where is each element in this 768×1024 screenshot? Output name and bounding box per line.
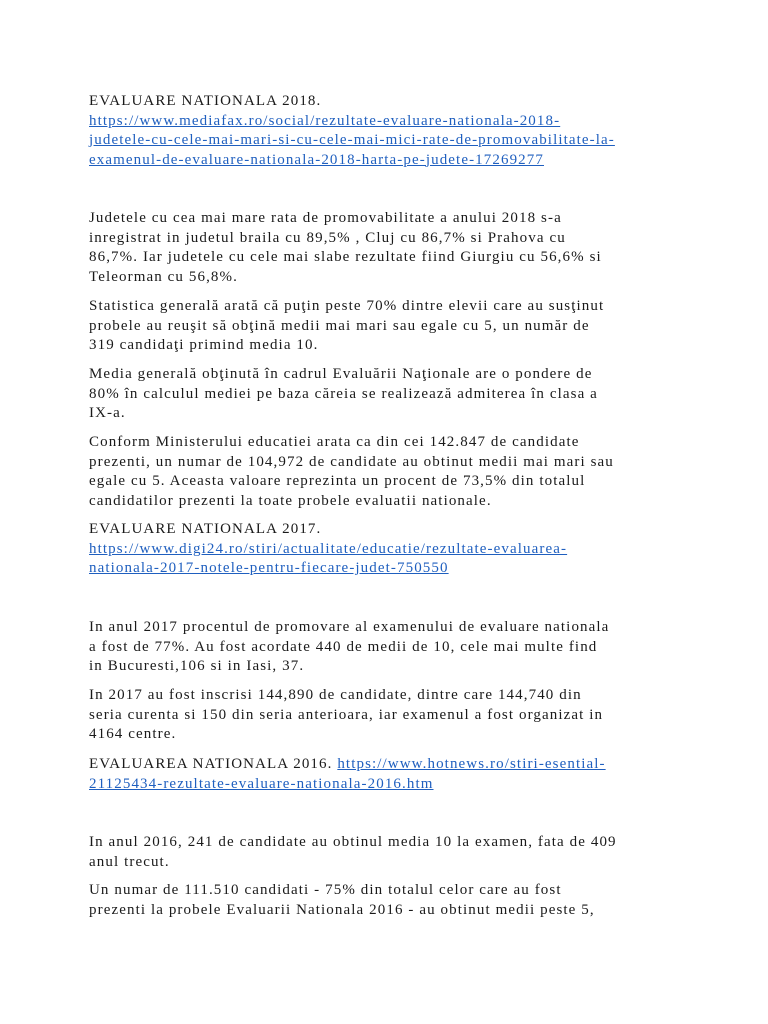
text-line xyxy=(89,881,689,901)
text-line xyxy=(89,209,689,229)
text-line xyxy=(89,901,689,921)
text-line xyxy=(89,853,689,873)
text-run: prezenti, un numar de 104,972 de candidate au obtinut medii mai mari sau xyxy=(89,453,614,470)
hyperlink[interactable]: examenul-de-evaluare-nationala-2018-harta-pe-judete-17269277 xyxy=(89,151,544,168)
text-run: probele au reuşit să obţină medii mai mari sau egale cu 5, un număr de xyxy=(89,317,590,334)
text-line xyxy=(89,365,689,385)
text-run: 80% în calculul mediei pe baza căreia se realizează admiterea în clasa a xyxy=(89,385,598,402)
text-line xyxy=(89,131,689,151)
text-line xyxy=(89,229,689,249)
text-line xyxy=(89,492,689,512)
text-run: 319 candidaţi primind media 10. xyxy=(89,337,319,353)
paragraph xyxy=(89,686,689,745)
text-line xyxy=(89,706,689,726)
text-run: egale cu 5. Aceasta valoare reprezinta un procent de 73,5% din totalul xyxy=(89,473,586,489)
text-run: Conform Ministerului educatiei arata ca din cei 142.847 de candidate xyxy=(89,434,580,450)
text-run: 86,7%. Iar judetele cu cele mai slabe rezultate fiind Giurgiu cu 56,6% si xyxy=(89,249,602,265)
text-line xyxy=(89,833,689,853)
text-line xyxy=(89,268,689,288)
text-line xyxy=(89,618,689,638)
text-line xyxy=(89,657,689,677)
paragraph xyxy=(89,618,689,677)
text-run: EVALUARE NATIONALA 2018. xyxy=(89,93,322,109)
text-line xyxy=(89,385,689,405)
text-line xyxy=(89,559,689,579)
paragraph xyxy=(89,92,689,170)
hyperlink[interactable]: https://www.digi24.ro/stiri/actualitate/educatie/rezultate-evaluarea- xyxy=(89,540,568,557)
text-line xyxy=(89,151,689,171)
hyperlink[interactable]: 21125434-rezultate-evaluare-nationala-2016.htm xyxy=(89,775,434,792)
hyperlink[interactable]: https://www.hotnews.ro/stiri-esential- xyxy=(337,756,606,772)
text-run: In anul 2017 procentul de promovare al examenului de evaluare nationala xyxy=(89,619,610,635)
text-line xyxy=(89,725,689,745)
text-line xyxy=(89,755,689,775)
text-line xyxy=(89,775,689,795)
paragraph xyxy=(89,833,689,872)
text-line xyxy=(89,638,689,658)
text-line xyxy=(89,686,689,706)
text-run: inregistrat in judetul braila cu 89,5% , Cluj cu 86,7% si Prahova cu xyxy=(89,229,566,246)
paragraph xyxy=(89,297,689,356)
text-run: seria curenta si 150 din seria anterioara, iar examenul a fost organizat in xyxy=(89,706,604,723)
paragraph xyxy=(89,433,689,511)
text-line xyxy=(89,520,689,540)
paragraph xyxy=(89,881,689,920)
hyperlink[interactable]: nationala-2017-notele-pentru-fiecare-judet-750550 xyxy=(89,560,449,576)
text-run: Statistica generală arată că puţin peste 70% dintre elevii care au susţinut xyxy=(89,298,605,314)
text-run: candidatilor prezenti la toate probele evaluatii nationale. xyxy=(89,492,492,509)
text-line xyxy=(89,472,689,492)
hyperlink[interactable]: https://www.mediafax.ro/social/rezultate-evaluare-nationala-2018- xyxy=(89,112,561,129)
text-line xyxy=(89,433,689,453)
text-line xyxy=(89,317,689,337)
text-run: a fost de 77%. Au fost acordate 440 de medii de 10, cele mai multe find xyxy=(89,638,598,655)
text-run: 4164 centre. xyxy=(89,726,177,742)
text-run: IX-a. xyxy=(89,405,126,421)
text-line xyxy=(89,112,689,132)
hyperlink[interactable]: judetele-cu-cele-mai-mari-si-cu-cele-mai-mici-rate-de-promovabilitate-la- xyxy=(89,132,615,148)
text-line xyxy=(89,540,689,560)
text-line xyxy=(89,248,689,268)
text-run: Teleorman cu 56,8%. xyxy=(89,268,238,285)
paragraph xyxy=(89,520,689,579)
text-run: in Bucuresti,106 si in Iasi, 37. xyxy=(89,658,305,674)
text-run: prezenti la probele Evaluarii Nationala 2016 - au obtinut medii peste 5, xyxy=(89,901,595,918)
text-run: In anul 2016, 241 de candidate au obtinul media 10 la examen, fata de 409 xyxy=(89,834,617,850)
text-run: EVALUARE NATIONALA 2017. xyxy=(89,521,322,537)
text-run: EVALUAREA NATIONALA 2016. xyxy=(89,756,338,772)
text-line xyxy=(89,453,689,473)
text-run: Un numar de 111.510 candidati - 75% din totalul celor care au fost xyxy=(89,882,562,898)
paragraph xyxy=(89,755,689,794)
text-line xyxy=(89,404,689,424)
text-run: Judetele cu cea mai mare rata de promovabilitate a anului 2018 s-a xyxy=(89,210,562,226)
text-line xyxy=(89,297,689,317)
text-run: anul trecut. xyxy=(89,853,170,870)
text-line xyxy=(89,92,689,112)
text-run: Media generală obţinută în cadrul Evaluării Naţionale are o pondere de xyxy=(89,366,593,382)
text-line xyxy=(89,336,689,356)
text-run: In 2017 au fost inscrisi 144,890 de candidate, dintre care 144,740 din xyxy=(89,687,582,703)
paragraph xyxy=(89,365,689,424)
paragraph xyxy=(89,209,689,287)
